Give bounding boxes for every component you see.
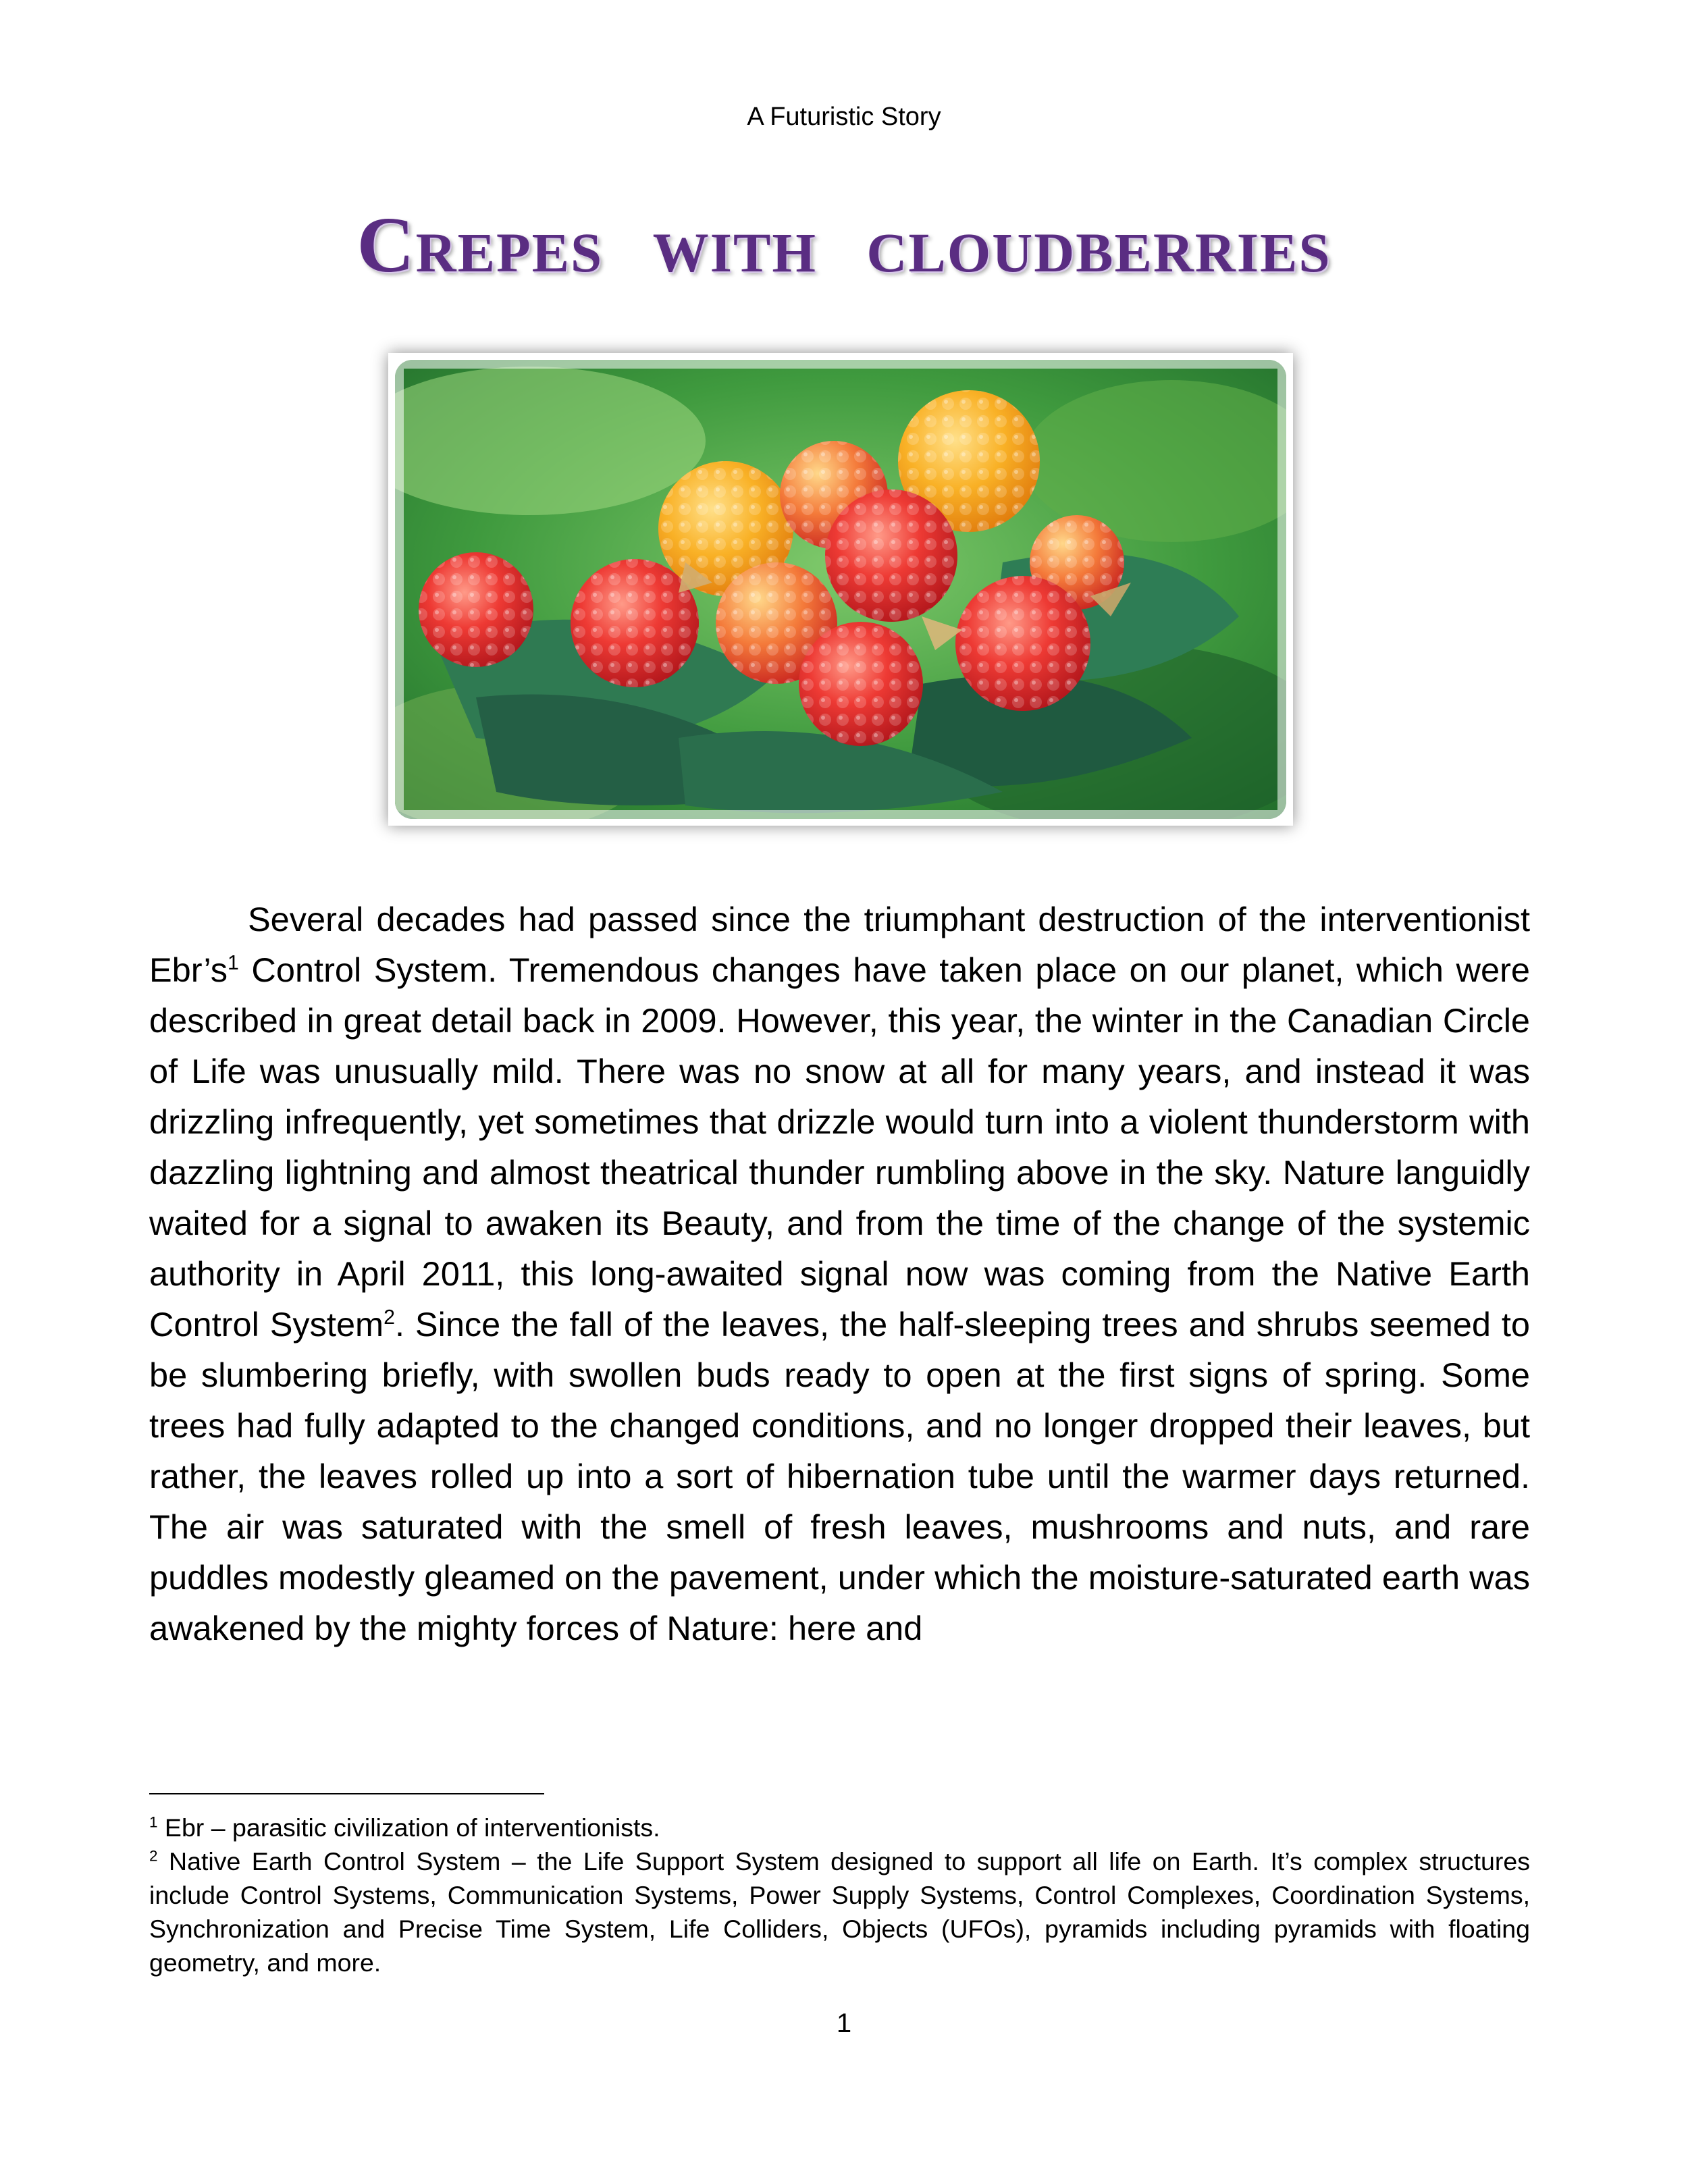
cloudberries-photo [388, 353, 1293, 826]
footnote-2-mark: 2 [149, 1847, 158, 1865]
paragraph-text-middle: Control System. Tremendous changes have taken place on our planet, which were described in great detail back in 2009. However, this year, the winter in the Canadian Circle of Life was unusually mild. There was no snow at all for many years, and instead it was drizzling infrequently, yet sometimes that drizzle would turn into a violent thunderstorm with dazzling lightning and almost theatrical thunder rumbling above in the sky. Nature languidly waited for a signal to awaken its Beauty, and from the time of the change of the systemic authority in April 2011, this long-awaited signal now was coming from the Native Earth Control System [149, 951, 1530, 1343]
footnote-2-text: Native Earth Control System – the Life Support System designed to support all life on Earth. It’s complex structures include Control Systems, Communication Systems, Power Supply Systems, Control Complexes, Coordination Systems, Synchronization and Precise Time System, Life Colliders, Objects (UFOs), pyramids including pyramids with floating geometry, and more. [149, 1847, 1530, 1977]
running-header: A Futuristic Story [747, 103, 941, 131]
footnote-1-mark: 1 [149, 1813, 158, 1831]
story-paragraph [149, 894, 1530, 1653]
footnote-ref-1[interactable]: 1 [228, 952, 239, 975]
page-number: 1 [836, 2008, 852, 2038]
footnote-separator [149, 1793, 544, 1794]
footnote-2 [149, 1844, 1530, 1979]
footnote-ref-2[interactable]: 2 [384, 1306, 395, 1329]
paragraph-text-start: Several decades had passed since the triumphant destruction of the interventionist Ebr’s [149, 900, 1530, 989]
paragraph-text-end: . Since the fall of the leaves, the half-sleeping trees and shrubs seemed to be slumbering briefly, with swollen buds ready to open at the first signs of spring. Some trees had fully adapted to the changed conditions, and no longer dropped their leaves, but rather, the leaves rolled up into a sort of hibernation tube until the warmer days returned. The air was saturated with the smell of fresh leaves, mushrooms and nuts, and rare puddles modestly gleamed on the pavement, under which the moisture-saturated earth was awakened by the mighty forces of Nature: here and [149, 1305, 1530, 1647]
footnote-1-text: Ebr – parasitic civilization of interventionists. [157, 1813, 660, 1842]
footnote-1 [149, 1811, 1530, 1844]
story-title: Crepes with cloudberries [357, 201, 1331, 289]
